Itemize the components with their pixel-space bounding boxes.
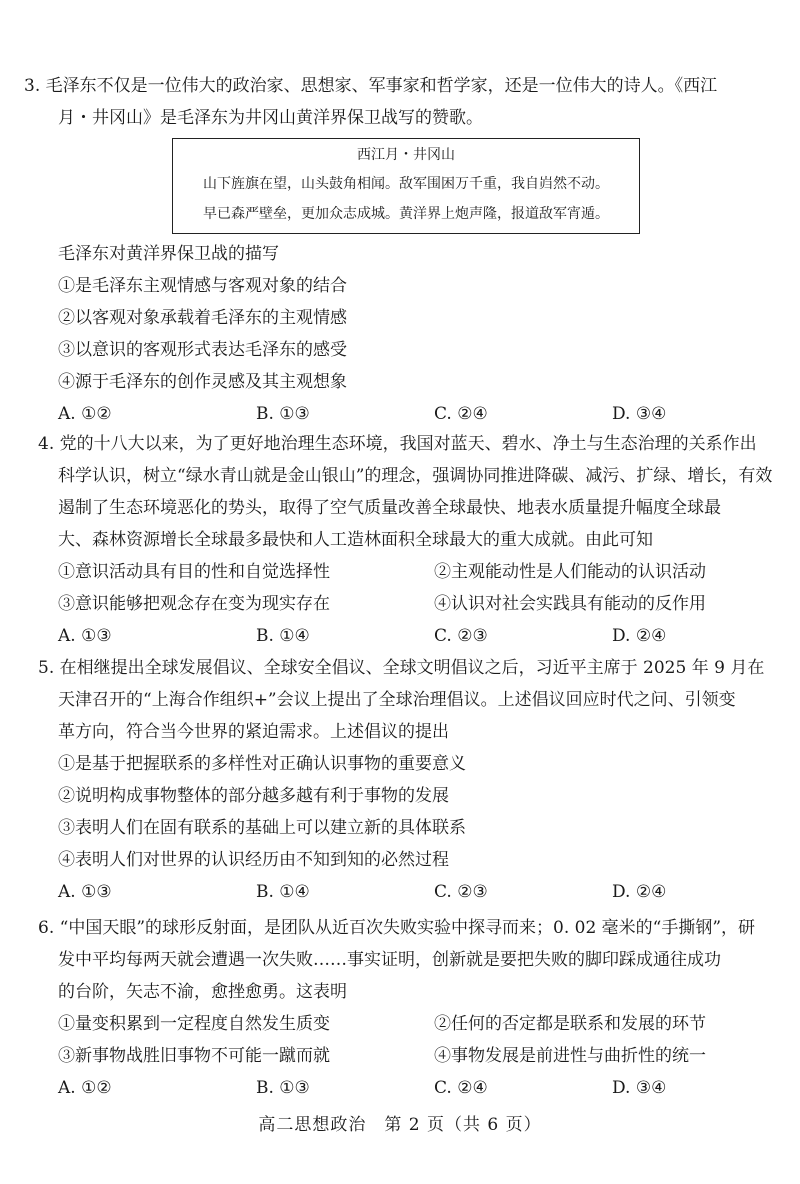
option-c[interactable]: C. ②④ <box>434 404 488 424</box>
question-3-line-2: 月・井冈山》是毛泽东为井冈山黄洋界保卫战写的赞歌。 <box>58 108 483 128</box>
option-d[interactable]: D. ③④ <box>612 404 667 424</box>
question-3-item-3: ③以意识的客观形式表达毛泽东的感受 <box>58 340 347 360</box>
poem-line-1: 山下旌旗在望，山头鼓角相闻。敌军围困万千重，我自岿然不动。 <box>203 176 609 192</box>
option-a[interactable]: A. ①② <box>58 404 112 424</box>
option-d[interactable]: D. ②④ <box>612 626 667 646</box>
poem-title: 西江月・井冈山 <box>357 147 455 163</box>
question-6-options <box>38 1072 768 1104</box>
question-5-line-3: 革方向，符合当今世界的紧迫需求。上述倡议的提出 <box>58 722 449 742</box>
question-4-line-4: 大、森林资源增长全球最多最快和人工造林面积全球最大的重大成就。由此可知 <box>58 530 653 550</box>
question-3-item-2: ②以客观对象承载着毛泽东的主观情感 <box>58 308 347 328</box>
question-3-options <box>38 398 768 430</box>
question-6-items-row-1 <box>38 1008 768 1040</box>
question-6 <box>38 912 768 1104</box>
option-c[interactable]: C. ②③ <box>434 626 488 646</box>
question-4-items-row-1 <box>38 556 768 588</box>
question-6-line-3: 的台阶，矢志不渝，愈挫愈勇。这表明 <box>58 982 347 1002</box>
question-3 <box>24 70 768 134</box>
question-3-item-1: ①是毛泽东主观情感与客观对象的结合 <box>58 276 347 296</box>
question-4-line-1: 4. 党的十八大以来，为了更好地治理生态环境，我国对蓝天、碧水、净土与生态治理的关系作出 <box>38 434 757 454</box>
question-3-body <box>38 238 768 430</box>
option-b[interactable]: B. ①④ <box>256 882 310 902</box>
option-b[interactable]: B. ①③ <box>256 404 310 424</box>
option-c[interactable]: C. ②④ <box>434 1078 488 1098</box>
option-a[interactable]: A. ①③ <box>58 882 112 902</box>
question-6-line-1: 6. “中国天眼”的球形反射面，是团队从近百次失败实验中探寻而来；0. 02 毫米的“手撕钢”，研 <box>38 918 756 938</box>
option-a[interactable]: A. ①② <box>58 1078 112 1098</box>
question-6-items-row-2 <box>38 1040 768 1072</box>
question-5-item-4: ④表明人们对世界的认识经历由不知到知的必然过程 <box>58 850 449 870</box>
question-5-item-1: ①是基于把握联系的多样性对正确认识事物的重要意义 <box>58 754 466 774</box>
question-5 <box>38 652 768 908</box>
question-6-item-3: ③新事物战胜旧事物不可能一蹴而就 <box>58 1046 330 1066</box>
option-c[interactable]: C. ②③ <box>434 882 488 902</box>
question-4-item-2: ②主观能动性是人们能动的认识活动 <box>434 562 706 582</box>
question-5-line-2: 天津召开的“上海合作组织+”会议上提出了全球治理倡议。上述倡议回应时代之问、引领变 <box>58 690 736 710</box>
question-4-line-3: 遏制了生态环境恶化的势头，取得了空气质量改善全球最快、地表水质量提升幅度全球最 <box>58 498 721 518</box>
poem-box <box>172 138 640 234</box>
question-4-options <box>38 620 768 652</box>
question-6-item-1: ①量变积累到一定程度自然发生质变 <box>58 1014 330 1034</box>
poem-line-2: 早已森严壁垒，更加众志成城。黄洋界上炮声隆，报道敌军宵遁。 <box>203 206 609 222</box>
question-3-stem: 毛泽东对黄洋界保卫战的描写 <box>58 244 279 264</box>
question-4-item-1: ①意识活动具有目的性和自觉选择性 <box>58 562 330 582</box>
question-4-item-4: ④认识对社会实践具有能动的反作用 <box>434 594 706 614</box>
option-d[interactable]: D. ③④ <box>612 1078 667 1098</box>
option-d[interactable]: D. ②④ <box>612 882 667 902</box>
option-b[interactable]: B. ①③ <box>256 1078 310 1098</box>
question-6-item-4: ④事物发展是前进性与曲折性的统一 <box>434 1046 706 1066</box>
question-4-line-2: 科学认识，树立“绿水青山就是金山银山”的理念，强调协同推进降碳、减污、扩绿、增长，有效 <box>58 466 773 486</box>
question-6-item-2: ②任何的否定都是联系和发展的环节 <box>434 1014 706 1034</box>
question-5-item-2: ②说明构成事物整体的部分越多越有利于事物的发展 <box>58 786 449 806</box>
option-a[interactable]: A. ①③ <box>58 626 112 646</box>
option-b[interactable]: B. ①④ <box>256 626 310 646</box>
question-4-item-3: ③意识能够把观念存在变为现实存在 <box>58 594 330 614</box>
question-5-line-1: 5. 在相继提出全球发展倡议、全球安全倡议、全球文明倡议之后，习近平主席于 2025 年 9 月在 <box>38 658 765 678</box>
question-4-items-row-2 <box>38 588 768 620</box>
question-5-options <box>38 876 768 908</box>
question-4 <box>38 428 773 652</box>
question-6-line-2: 发中平均每两天就会遭遇一次失败……事实证明，创新就是要把失败的脚印踩成通往成功 <box>58 950 721 970</box>
question-3-item-4: ④源于毛泽东的创作灵感及其主观想象 <box>58 372 347 392</box>
page-footer: 高二思想政治 第 2 页（共 6 页） <box>258 1115 542 1135</box>
question-3-line-1: 3. 毛泽东不仅是一位伟大的政治家、思想家、军事家和哲学家，还是一位伟大的诗人。《西江 <box>24 76 718 96</box>
question-5-item-3: ③表明人们在固有联系的基础上可以建立新的具体联系 <box>58 818 466 838</box>
